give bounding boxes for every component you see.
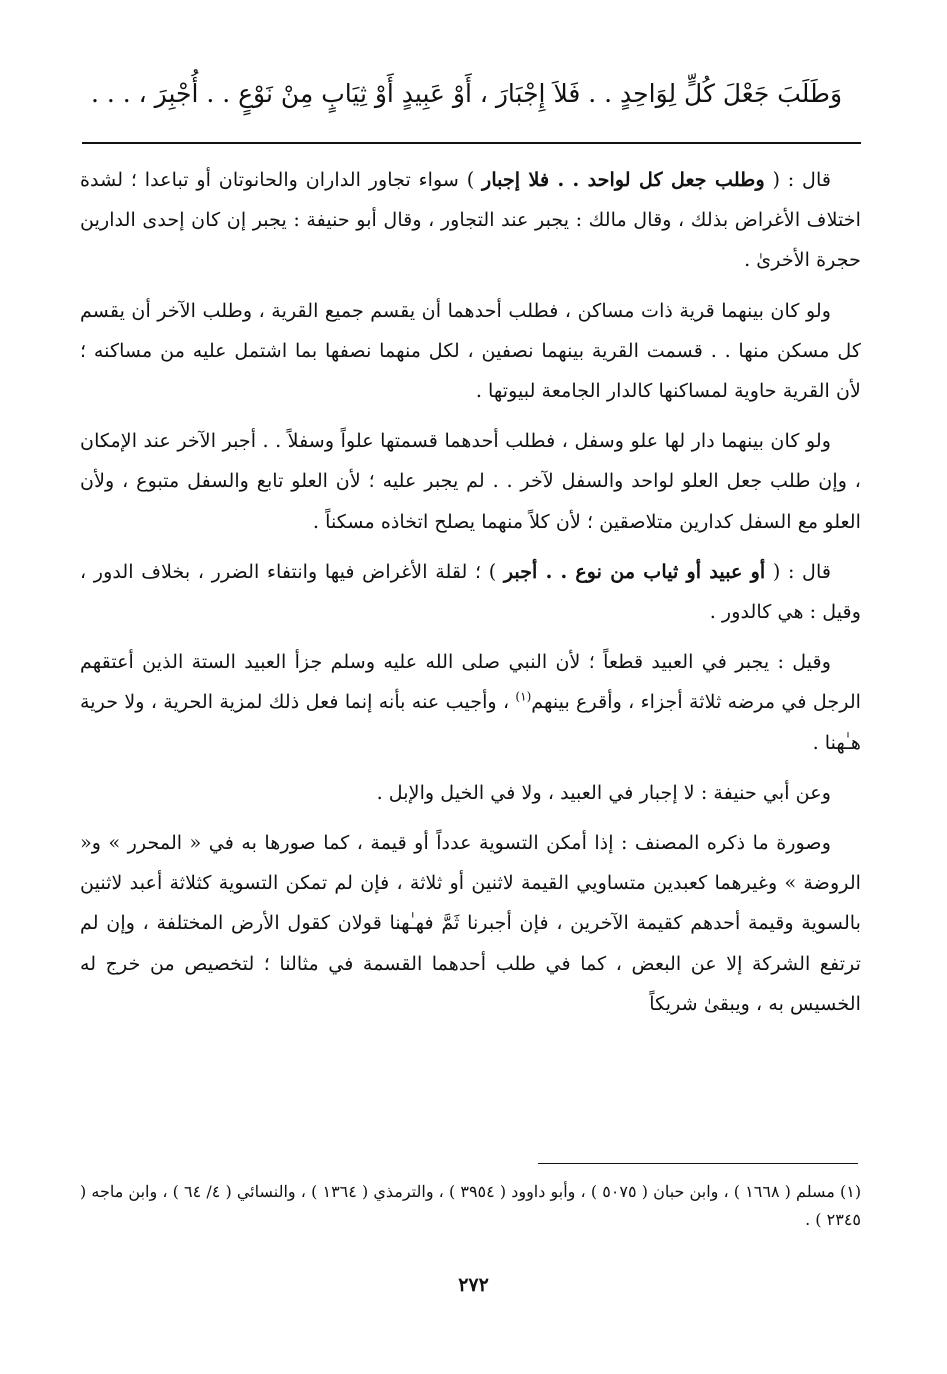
quoted-matn: أو عبيد أو ثياب من نوع . . أجبر [503, 559, 766, 583]
paragraph-2: ولو كان بينهما قرية ذات مساكن ، فطلب أحدهما أن يقسم جميع القرية ، وطلب الآخر أن يقسم كل مسكن منها . . قسمت القرية بينهما نصفين ، لكل منهما نصفها بما اشتمل عليه من مساكنه ؛ لأن القرية حاوية لمساكنها كالدار الجامعة لبيوتها . [80, 298, 861, 403]
matn-line: وَطَلَبَ جَعْلَ كُلٍّ لِوَاحِدٍ . . فَلاَ إِجْبَارَ ، أَوْ عَبِيدٍ أَوْ ثِيَابٍ مِنْ نَوْعٍ . . أُجْبِرَ ، . . . [90, 79, 843, 108]
commentary-body [80, 160, 861, 1034]
quoted-matn: وطلب جعل كل لواحد . . فلا إجبار [482, 168, 765, 191]
footnote-1: (١) مسلم ( ١٦٦٨ ) ، وابن حبان ( ٥٠٧٥ ) ، وأبو داوود ( ٣٩٥٤ ) ، والترمذي ( ١٣٦٤ ) ، والنسائي ( ٤/ ٦٤ ) ، وابن ماجه ( ٢٣٤٥ ) . [80, 1182, 862, 1229]
page-number: ٢٧٢ [458, 1274, 489, 1296]
paragraph-7: وصورة ما ذكره المصنف : إذا أمكن التسوية عدداً أو قيمة ، كما صورها به في « المحرر » و« الروضة » وغيرهما كعبدين متساويي القيمة لاثنين أو ثلاثة ، فإن لم تمكن التسوية كثلاثة أعبد لاثنين بالسوية وقيمة أحدهم كقيمة الآخرين ، فإن أجبرنا ثَمَّ فهـٰهنا قولان كقول الأرض المختلفة ، وإن لم ترتفع الشركة إلا عن البعض ، كما في طلب أحدهما القسمة في مثالنا ؛ لتخصيص من خرج له الخسيس به ، ويبقىٰ شريكاً [80, 831, 861, 1015]
footnotes [80, 1178, 861, 1234]
header-divider [82, 142, 861, 144]
paragraph-3: ولو كان بينهما دار لها علو وسفل ، فطلب أحدهما قسمتها علواً وسفلاً . . أجبر الآخر عند الإمكان ، وإن طلب جعل العلو لواحد والسفل لآخر . . لم يجبر عليه ؛ لأن العلو تابع والسفل متبوع ، ولأن العلو مع السفل كدارين متلاصقين ؛ لأن كلاً منهما يصلح اتخاذه مسكناً . [80, 429, 861, 533]
footnote-reference[interactable]: (١) [515, 690, 532, 705]
paragraph-6: وعن أبي حنيفة : لا إجبار في العبيد ، ولا في الخيل والإبل . [376, 780, 831, 804]
paragraph-4: قال : ( أو عبيد أو ثياب من نوع . . أجبر ) ؛ لقلة الأغراض فيها وانتفاء الضرر ، بخلاف الدور ، وقيل : هي كالدور . [80, 559, 861, 624]
paragraph-1: قال : ( وطلب جعل كل لواحد . . فلا إجبار ) سواء تجاور الداران والحانوتان أو تباعدا ؛ لشدة اختلاف الأغراض بذلك ، وقال مالك : يجبر عند التجاور ، وقال أبو حنيفة : يجبر إن كان إحدى الدارين حجرة الأخرىٰ . [80, 168, 861, 272]
paragraph-5: وقيل : يجبر في العبيد قطعاً ؛ لأن النبي صلى الله عليه وسلم جزأ العبيد الستة الذين أعتقهم الرجل في مرضه ثلاثة أجزاء ، وأقرع بينهم$^{(١)}$ ، وأجيب عنه بأنه إنما فعل ذلك لمزية الحرية ، ولا حرية هـٰهنا . [80, 650, 861, 754]
footnote-divider [538, 1163, 858, 1164]
